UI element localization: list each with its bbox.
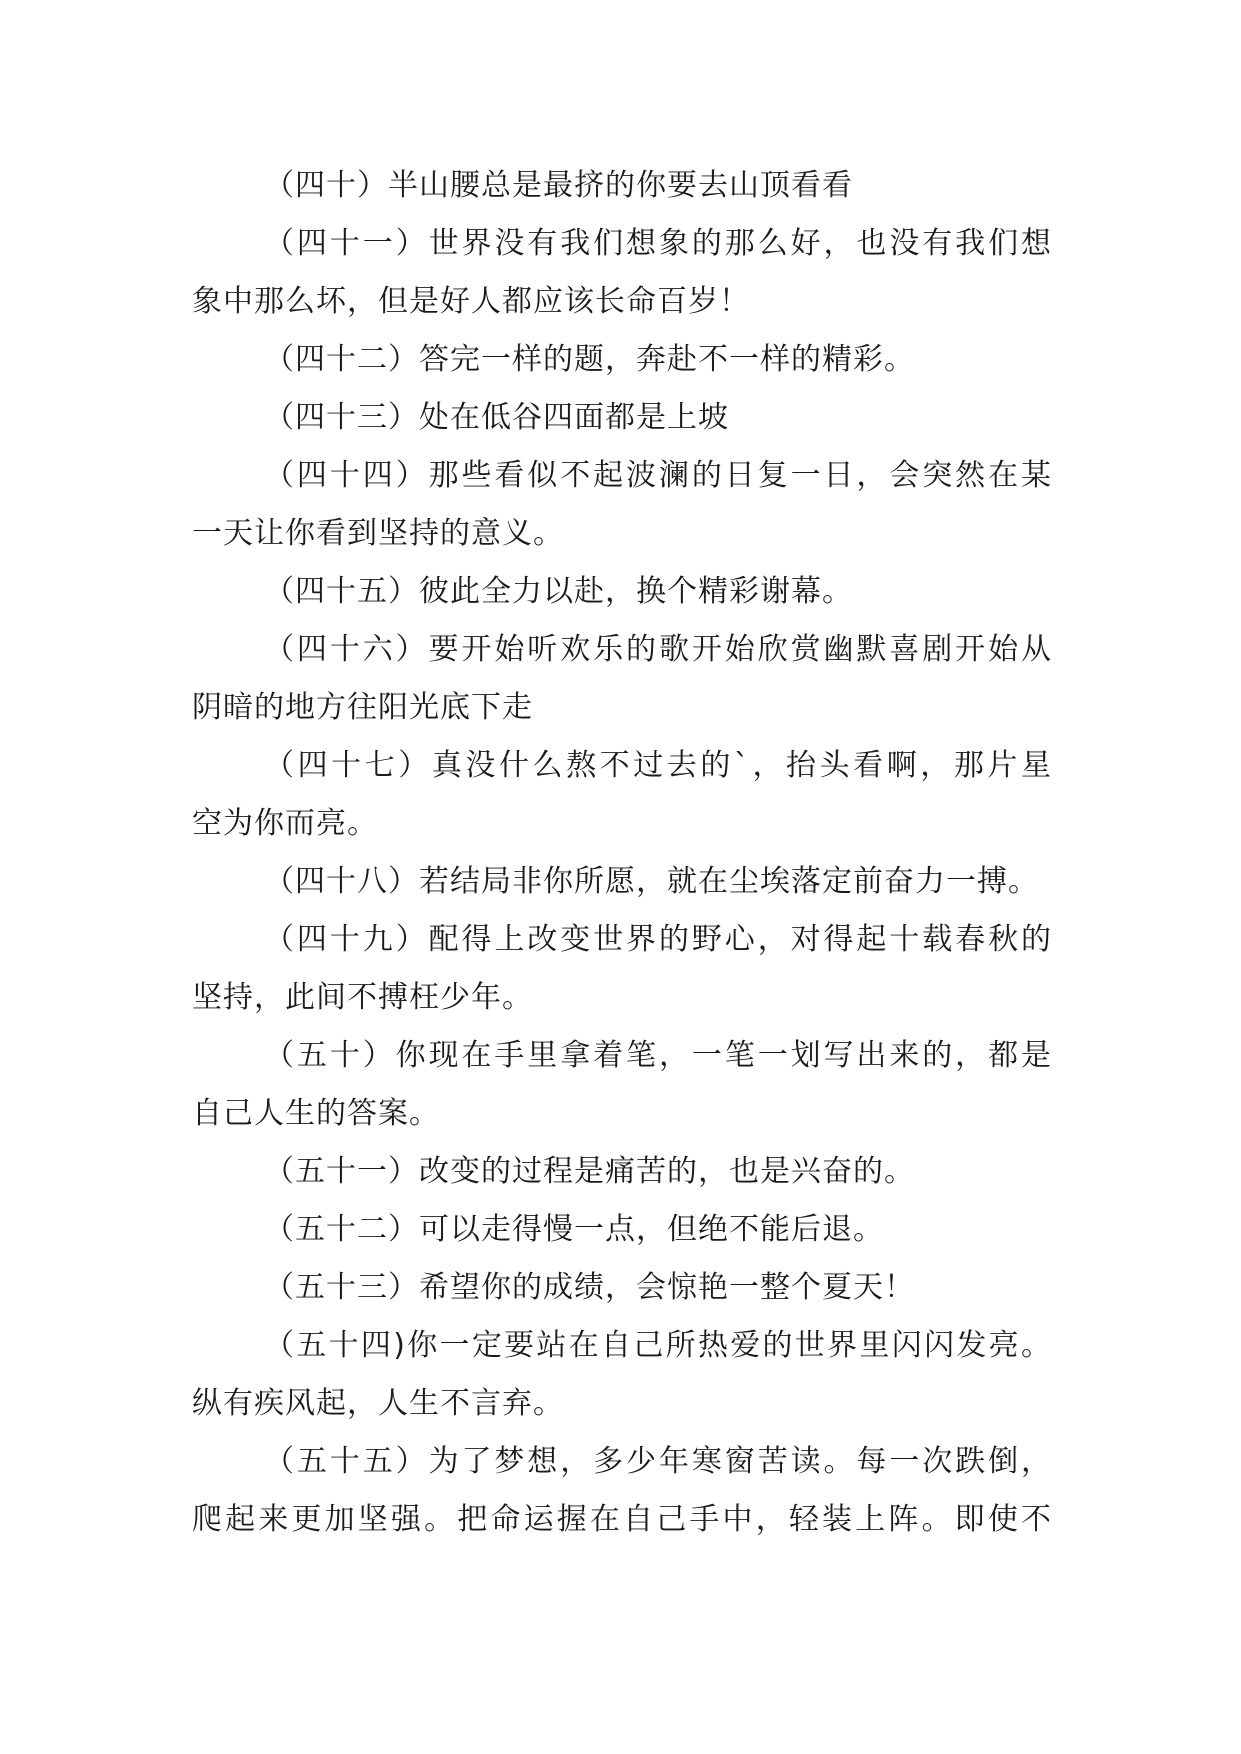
text-line: （五十三）希望你的成绩，会惊艳一整个夏天！ xyxy=(264,1270,915,1305)
text-line: （四十四）那些看似不起波澜的日复一日，会突然在某 xyxy=(264,458,1052,493)
text-line: （五十二）可以走得慢一点，但绝不能后退。 xyxy=(264,1212,884,1247)
text-line: 象中那么坏，但是好人都应该长命百岁！ xyxy=(192,284,750,319)
text-line: （四十）半山腰总是最挤的你要去山顶看看 xyxy=(264,168,853,203)
text-line: 一天让你看到坚持的意义。 xyxy=(192,516,564,551)
text-line: （四十九）配得上改变世界的野心，对得起十载春秋的 xyxy=(264,922,1052,957)
text-line: （四十五）彼此全力以赴，换个精彩谢幕。 xyxy=(264,574,853,609)
text-line: 空为你而亮。 xyxy=(192,806,378,841)
text-line: 纵有疾风起，人生不言弃。 xyxy=(192,1386,564,1421)
text-line: （四十二）答完一样的题，奔赴不一样的精彩。 xyxy=(264,342,915,377)
text-line: （四十一）世界没有我们想象的那么好，也没有我们想 xyxy=(264,226,1052,261)
text-line: 坚持，此间不搏枉少年。 xyxy=(192,980,533,1015)
text-line: （五十一）改变的过程是痛苦的，也是兴奋的。 xyxy=(264,1154,915,1189)
text-line: （五十四)你一定要站在自己所热爱的世界里闪闪发亮。 xyxy=(264,1328,1052,1363)
text-line: 阴暗的地方往阳光底下走 xyxy=(192,690,533,725)
text-line: （五十）你现在手里拿着笔，一笔一划写出来的，都是 xyxy=(264,1038,1052,1073)
text-line: （四十六）要开始听欢乐的歌开始欣赏幽默喜剧开始从 xyxy=(264,632,1052,667)
text-line: （四十七）真没什么熬不过去的`，抬头看啊，那片星 xyxy=(264,748,1052,783)
text-line: （四十八）若结局非你所愿，就在尘埃落定前奋力一搏。 xyxy=(264,864,1039,899)
text-line: 自己人生的答案。 xyxy=(192,1096,440,1131)
document-body xyxy=(192,157,1052,1549)
text-line: 爬起来更加坚强。把命运握在自己手中，轻装上阵。即使不 xyxy=(192,1502,1052,1537)
text-line: （四十三）处在低谷四面都是上坡 xyxy=(264,400,729,435)
text-line: （五十五）为了梦想，多少年寒窗苦读。每一次跌倒， xyxy=(264,1444,1052,1479)
